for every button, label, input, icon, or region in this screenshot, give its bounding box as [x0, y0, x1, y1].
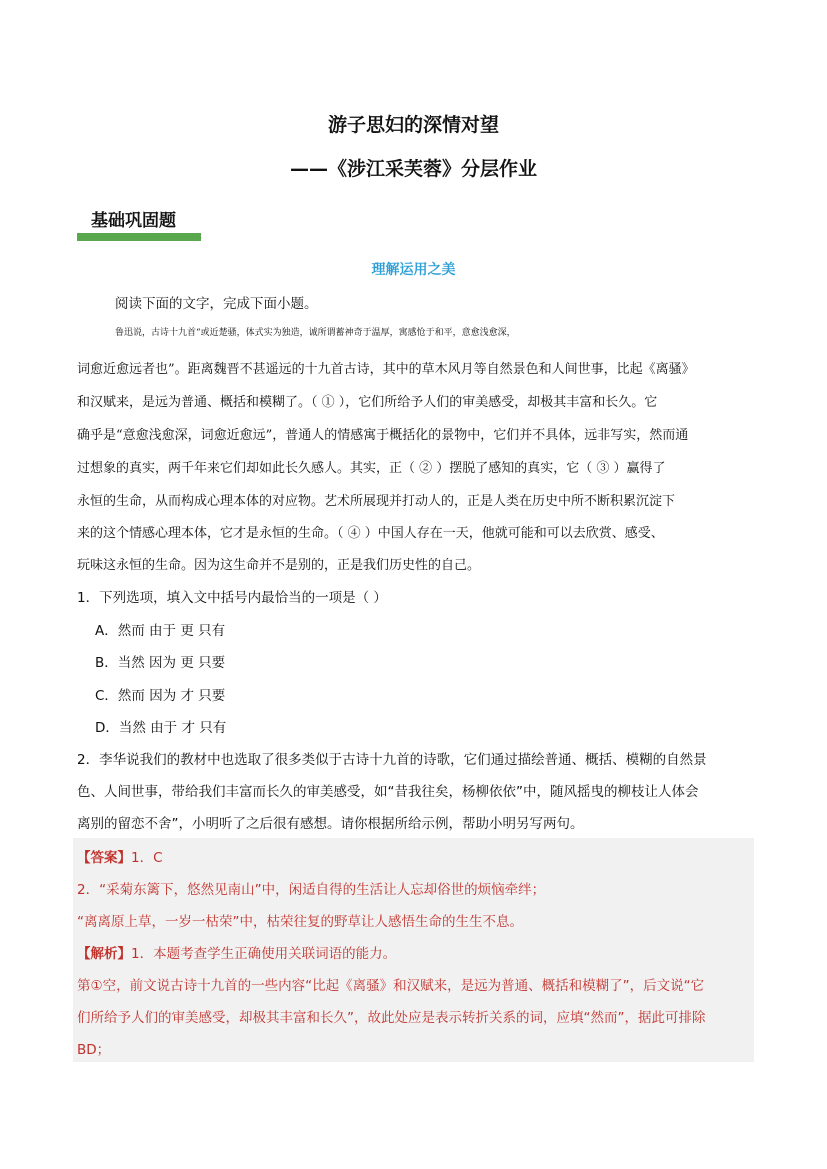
- analysis-line: [77, 942, 396, 962]
- passage-line: 玩味这永恒的生命。因为这生命并不是别的，正是我们历史性的自己。: [77, 558, 481, 573]
- analysis-line: 第①空，前文说古诗十九首的一些内容“比起《离骚》和汉赋来，是远为普通、概括和模糊了”，后文说“它: [77, 978, 705, 994]
- page-title: 游子思妇的深情对望: [327, 114, 499, 136]
- answer-label: 【答案】: [77, 850, 131, 866]
- analysis-text: 1．本题考查学生正确使用关联词语的能力。: [131, 946, 397, 962]
- option-b: B．当然 因为 更 只要: [95, 655, 226, 671]
- section-label: 基础巩固题: [91, 211, 176, 231]
- passage-line: 鲁迅说，古诗十九首“或近楚骚，体式实为独造，诚所谓蓄神奇于温厚，寓感怆于和平，意愈浅愈深，: [115, 328, 516, 338]
- analysis-line: BD；: [77, 1042, 111, 1058]
- answer-2-line: 2．“采菊东篱下，悠然见南山”中，闲适自得的生活让人忘却俗世的烦恼牵绊；: [77, 882, 546, 898]
- passage-line: 过想象的真实，两千年来它们却如此长久感人。其实，正（ ② ）摆脱了感知的真实，它（ ③ ）赢得了: [77, 461, 666, 476]
- passage-line: 永恒的生命，从而构成心理本体的对应物。艺术所展现并打动人的，正是人类在历史中所不断积累沉淀下: [77, 494, 676, 509]
- passage-line: 来的这个情感心理本体，它才是永恒的生命。（ ④ ）中国人存在一天，他就可能和可以去欣赏、感受、: [77, 526, 664, 541]
- question-2-line: 离别的留恋不舍”，小明听了之后很有感想。请你根据所给示例，帮助小明另写两句。: [77, 816, 584, 832]
- option-c: C．然而 因为 才 只要: [95, 688, 226, 704]
- section-header: [77, 206, 201, 241]
- question-2-line: 色、人间世事，带给我们丰富而长久的审美感受，如“昔我往矣，杨柳依依”中，随风摇曳的柳枝让人体会: [77, 784, 699, 800]
- question-2-line: 2．李华说我们的教材中也选取了很多类似于古诗十九首的诗歌，它们通过描绘普通、概括、模糊的自然景: [77, 752, 707, 768]
- page-subtitle: ——《涉江采芙蓉》分层作业: [289, 158, 537, 180]
- instruction: 阅读下面的文字，完成下面小题。: [115, 296, 318, 312]
- passage-line: 和汉赋来，是远为普通、概括和模糊了。（ ① ），它们所给予人们的审美感受，却极其丰富和长久。它: [77, 395, 658, 410]
- section-underline: [77, 233, 201, 241]
- answer-2-line: “离离原上草，一岁一枯荣”中，枯荣往复的野草让人感悟生命的生生不息。: [77, 914, 523, 930]
- question-1-stem: 1．下列选项，填入文中括号内最恰当的一项是（ ）: [77, 590, 387, 606]
- answer-1: 1．C: [131, 850, 163, 866]
- analysis-line: 们所给予人们的审美感受，却极其丰富和长久”，故此处应是表示转折关系的词，应填“然而”，据此可排除: [77, 1010, 706, 1026]
- option-d: D．当然 由于 才 只有: [95, 720, 227, 736]
- subheading: 理解运用之美: [371, 262, 456, 278]
- answer-line: [77, 846, 163, 866]
- passage-line: 确乎是“意愈浅愈深，词愈近愈远”，普通人的情感寓于概括化的景物中，它们并不具体，远非写实，然而通: [77, 428, 689, 443]
- passage-line: 词愈近愈远者也”。距离魏晋不甚遥远的十九首古诗，其中的草木风月等自然景色和人间世事，比起《离骚》: [77, 362, 695, 377]
- analysis-label: 【解析】: [77, 946, 131, 962]
- option-a: A．然而 由于 更 只有: [95, 623, 226, 639]
